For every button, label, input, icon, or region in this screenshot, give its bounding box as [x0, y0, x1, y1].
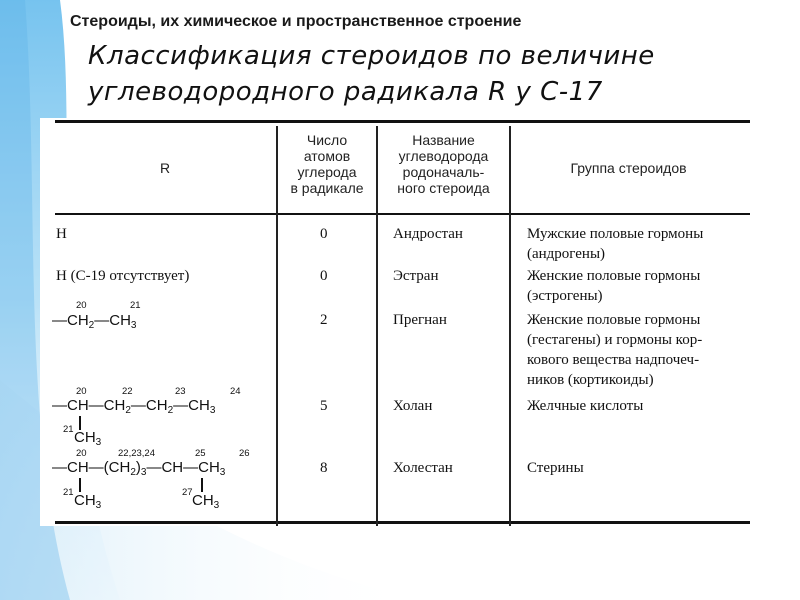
- header-group: Группа стероидов: [570, 160, 687, 176]
- row3-group: Женские половые гормоны (гестагены) и гормоны кор- кового вещества надпочеч- ников (кортикоиды): [527, 312, 703, 388]
- row4-group: Желчные кислоты: [527, 398, 644, 414]
- table-top-rule: [55, 120, 750, 123]
- row5-group: Стерины: [527, 460, 584, 476]
- row5-carbons: 8: [320, 460, 328, 476]
- title-line-1: Классификация стероидов по величине: [88, 41, 655, 71]
- row2-parent: Эстран: [393, 268, 439, 284]
- row1-group: Мужские половые гормоны (андрогены): [527, 226, 704, 262]
- row5-parent: Холестан: [393, 460, 453, 476]
- slide-supertitle: Стероиды, их химическое и пространственное строение: [70, 13, 522, 30]
- row4-parent: Холан: [393, 398, 433, 414]
- row3-carbons: 2: [320, 312, 328, 328]
- row2-carbons: 0: [320, 268, 328, 284]
- header-parent: Название углеводорода родоначаль- ного стероида: [397, 132, 490, 196]
- title-line-2: углеводородного радикала R у C-17: [88, 77, 603, 107]
- row2-r: H (C-19 отсутствует): [56, 268, 190, 284]
- table-bottom-rule: [55, 521, 750, 524]
- row3-parent: Прегнан: [393, 312, 447, 328]
- row2-group: Женские половые гормоны (эстрогены): [527, 268, 701, 304]
- slide-title: [88, 38, 788, 110]
- table-header-rule: [55, 213, 750, 215]
- row1-parent: Андростан: [393, 226, 463, 242]
- row4-carbons: 5: [320, 398, 328, 414]
- column-divider-3: [509, 126, 511, 526]
- row1-r: H: [56, 226, 67, 242]
- steroid-classification-table: R Число атомов углерода в радикале Название углеводорода родоначаль- ного стероида Группа стероидов H 0 Андростан Мужские половые гормоны (андрогены) H (C-19 отсутствует) 0 Эстран Женские половые гормоны (эстрогены) 20 21 $—CH_2—CH_3$ 2 Прегнан Женские половые гормоны (гестагены) и гормоны кор- кового вещества надпочеч- ников (кортикоиды) 20 22 23 24 $—CH—CH_2—CH_2—CH_3$ 21 $CH_3$ 5 Холан Желчные кислоты 20 22,23,24 25 26 $—CH—(CH_2)_3—CH—CH_3$ 21 $CH_3$ 27 $CH_3$ 8 Холестан Стерины: [40, 118, 760, 526]
- header-r: R: [159, 160, 171, 176]
- header-carbons: Число атомов углерода в радикале: [290, 132, 364, 196]
- row1-carbons: 0: [320, 226, 328, 242]
